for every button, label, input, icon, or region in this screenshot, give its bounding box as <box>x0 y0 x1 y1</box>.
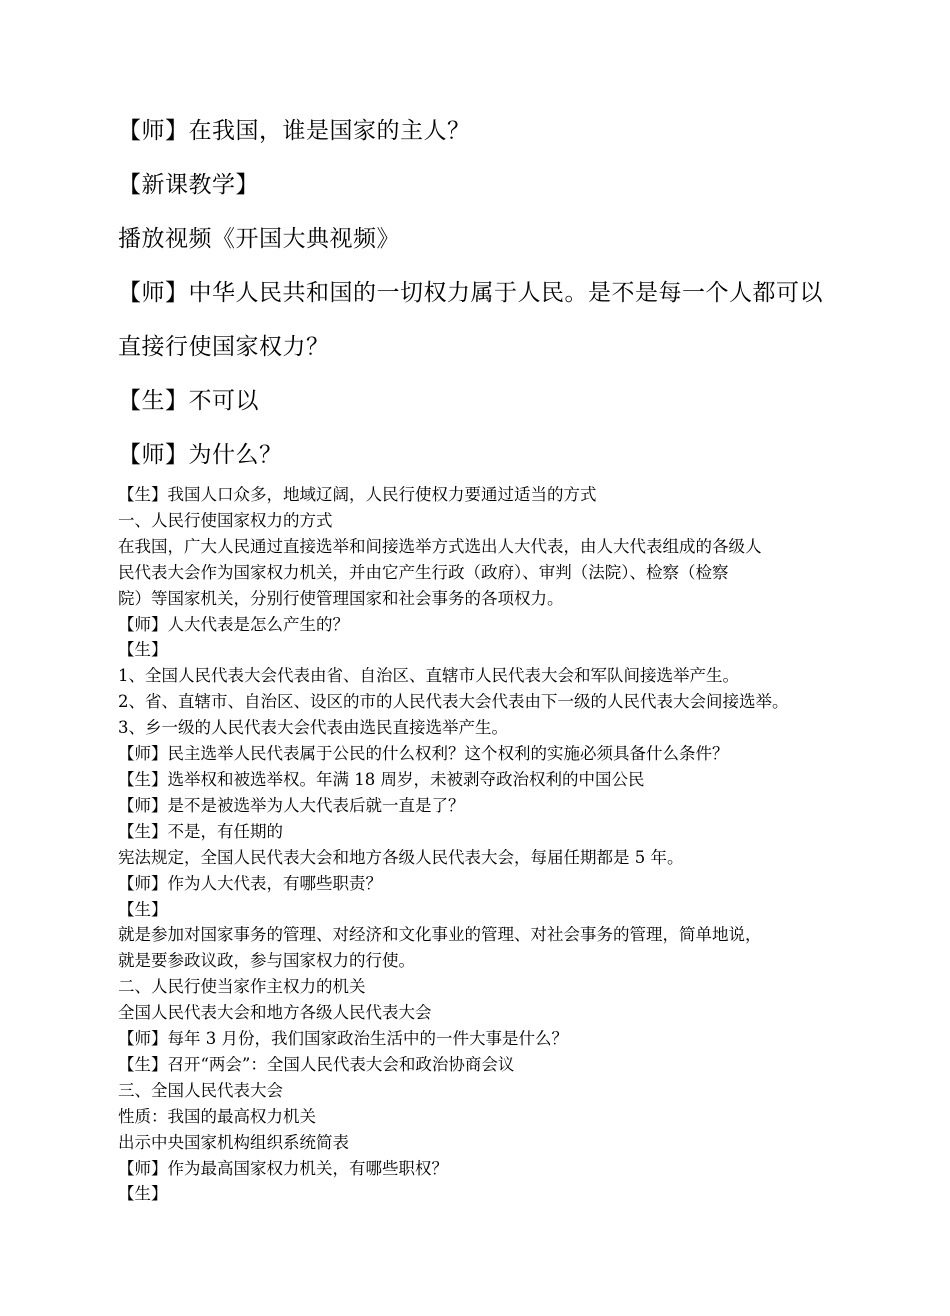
large-line-play-video: 播放视频《开国大典视频》 <box>118 226 400 252</box>
text-line: 性质：我国的最高权力机关 <box>118 1106 316 1126</box>
text-line: 【师】作为最高国家权力机关，有哪些职权？ <box>118 1158 448 1178</box>
section-heading-3: 三、全国人民代表大会 <box>118 1080 283 1100</box>
list-item: 1、全国人民代表大会代表由省、自治区、直辖市人民代表大会和军队间接选举产生。 <box>118 666 739 686</box>
text-line: 【生】我国人口众多，地域辽阔，人民行使权力要通过适当的方式 <box>118 485 597 504</box>
text-line: 【师】每年 3 月份，我们国家政治生活中的一件大事是什么？ <box>118 1029 568 1049</box>
text-line: 就是参加对国家事务的管理、对经济和文化事业的管理、对社会事务的管理，简单地说， <box>118 925 762 945</box>
text-line: 宪法规定，全国人民代表大会和地方各级人民代表大会，每届任期都是 5 年。 <box>118 847 684 867</box>
list-item: 2、省、直辖市、自治区、设区的市的人民代表大会代表由下一级的人民代表大会间接选举。 <box>118 692 789 712</box>
text-line: 【师】人大代表是怎么产生的？ <box>118 614 349 634</box>
text-line: 【生】 <box>118 1184 168 1204</box>
text-line: 【生】选举权和被选举权。年满 18 周岁，未被剥夺政治权利的中国公民 <box>118 769 645 789</box>
text-line: 民代表大会作为国家权力机关，并由它产生行政（政府）、审判（法院）、检察（检察 <box>118 562 729 582</box>
large-line-teacher-question: 【师】在我国，谁是国家的主人？ <box>118 118 471 144</box>
large-line-teacher-power-question: 【师】中华人民共和国的一切权力属于人民。是不是每一个人都可以 <box>118 280 823 306</box>
body-text-section <box>118 482 928 1207</box>
text-line: 【师】作为人大代表，有哪些职责？ <box>118 873 382 893</box>
text-line: 【生】 <box>118 640 168 660</box>
text-line: 【生】不是，有任期的 <box>118 821 283 841</box>
large-line-teacher-why: 【师】为什么？ <box>118 442 283 468</box>
large-line-new-lesson-heading: 【新课教学】 <box>118 172 259 198</box>
large-line-student-answer: 【生】不可以 <box>118 388 259 414</box>
text-line: 在我国，广大人民通过直接选举和间接选举方式选出人大代表，由人大代表组成的各级人 <box>118 536 762 556</box>
section-heading-2: 二、人民行使当家作主权力的机关 <box>118 977 366 997</box>
list-item: 3、乡一级的人民代表大会代表由选民直接选举产生。 <box>118 718 508 738</box>
text-line: 【师】民主选举人民代表属于公民的什么权利？这个权利的实施必须具备什么条件？ <box>118 744 729 764</box>
text-line: 【生】召开“两会”：全国人民代表大会和政治协商会议 <box>118 1054 515 1074</box>
text-line: 就是要参政议政，参与国家权力的行使。 <box>118 951 415 971</box>
text-line: 【师】是不是被选举为人大代表后就一直是了？ <box>118 795 465 815</box>
text-line: 出示中央国家机构组织系统简表 <box>118 1132 349 1152</box>
text-line: 【生】 <box>118 899 168 919</box>
section-heading-1: 一、人民行使国家权力的方式 <box>118 510 333 530</box>
text-line: 全国人民代表大会和地方各级人民代表大会 <box>118 1003 432 1023</box>
large-line-teacher-power-question-cont: 直接行使国家权力？ <box>118 334 330 360</box>
text-line: 院）等国家机关，分别行使管理国家和社会事务的各项权力。 <box>118 588 564 608</box>
large-text-section <box>118 104 918 482</box>
